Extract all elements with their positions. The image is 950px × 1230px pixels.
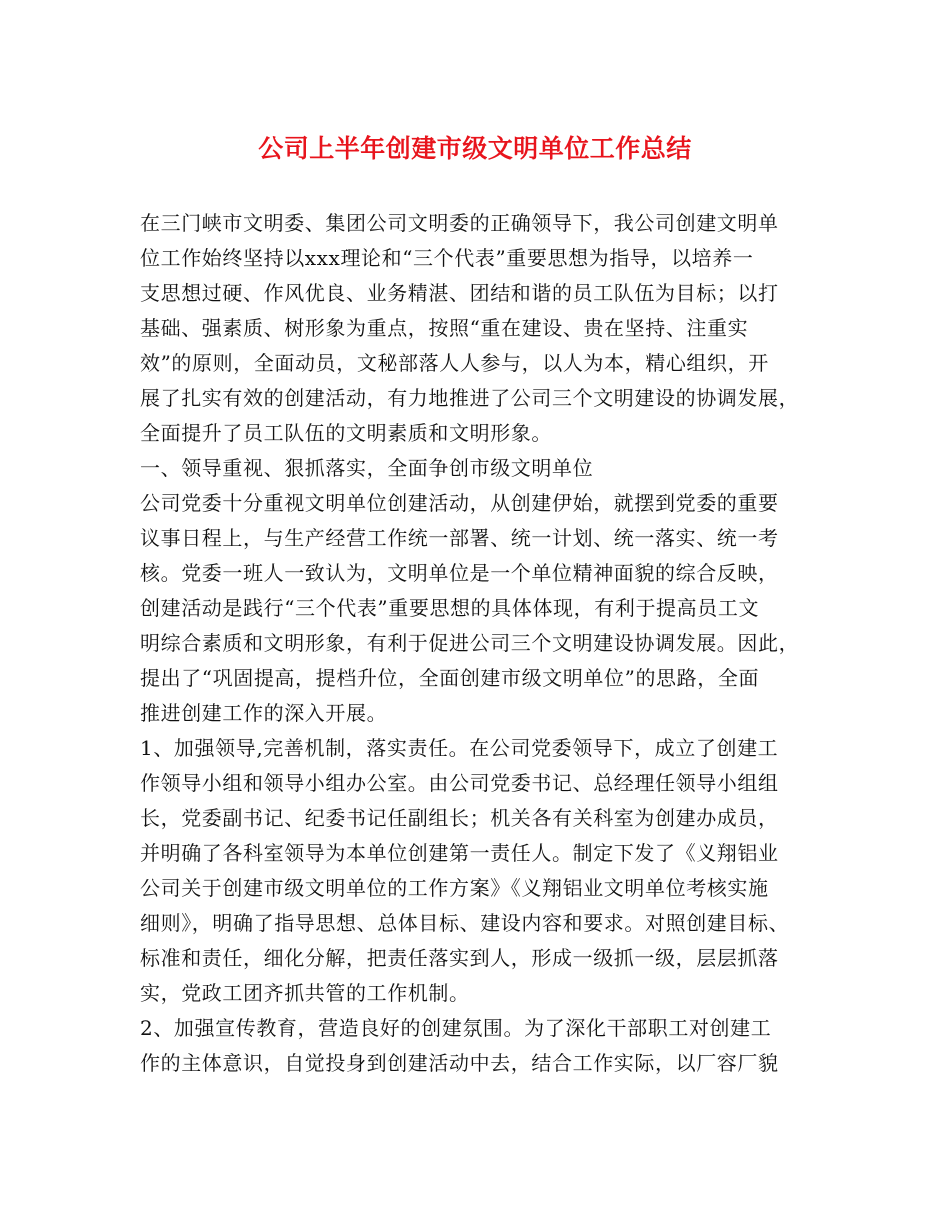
paragraph-line: 公司党委十分重视文明单位创建活动，从创建伊始，就摆到党委的重要	[140, 491, 779, 515]
document-title: 公司上半年创建市级文明单位工作总结	[258, 134, 692, 163]
document-body	[140, 206, 830, 1081]
paragraph-line: 长，党委副书记、纪委书记任副组长；机关各有关科室为创建办成员，	[140, 806, 779, 830]
paragraph-line: 提出了“巩固提高，提档升位，全面创建市级文明单位”的思路，全面	[140, 666, 760, 690]
paragraph-line: 1、加强领导,完善机制，落实责任。在公司党委领导下，成立了创建工	[140, 736, 779, 760]
section-heading: 一、领导重视、狠抓落实，全面争创市级文明单位	[140, 456, 594, 480]
paragraph-line: 明综合素质和文明形象，有利于促进公司三个文明建设协调发展。因此，	[140, 631, 800, 655]
paragraph-line: 议事日程上，与生产经营工作统一部署、统一计划、统一落实、统一考	[140, 526, 779, 550]
paragraph-line: 展了扎实有效的创建活动，有力地推进了公司三个文明建设的协调发展，	[140, 386, 800, 410]
paragraph-line: 支思想过硬、作风优良、业务精湛、团结和谐的员工队伍为目标；以打	[140, 281, 779, 305]
paragraph-line: 基础、强素质、树形象为重点，按照“重在建设、贵在坚持、注重实	[140, 316, 749, 340]
paragraph-line: 2、加强宣传教育，营造良好的创建氛围。为了深化干部职工对创建工	[140, 1016, 772, 1040]
paragraph-line: 推进创建工作的深入开展。	[140, 701, 388, 725]
paragraph-line: 创建活动是践行“三个代表”重要思想的具体体现，有利于提高员工文	[140, 596, 760, 620]
paragraph-line: 全面提升了员工队伍的文明素质和文明形象。	[140, 421, 552, 445]
paragraph-line: 位工作始终坚持以xxx理论和“三个代表”重要思想为指导，以培养一	[140, 246, 754, 270]
paragraph-line: 核。党委一班人一致认为，文明单位是一个单位精神面貌的综合反映，	[140, 561, 779, 585]
paragraph-line: 实，党政工团齐抓共管的工作机制。	[140, 981, 470, 1005]
paragraph-line: 细则》，明确了指导思想、总体目标、建设内容和要求。对照创建目标、	[140, 911, 790, 935]
paragraph-line: 公司关于创建市级文明单位的工作方案》《义翔铝业文明单位考核实施	[140, 876, 769, 900]
paragraph-line: 作领导小组和领导小组办公室。由公司党委书记、总经理任领导小组组	[140, 771, 779, 795]
paragraph-line: 作的主体意识，自觉投身到创建活动中去，结合工作实际，以厂容厂貌	[140, 1051, 779, 1075]
paragraph-line: 在三门峡市文明委、集团公司文明委的正确领导下，我公司创建文明单	[140, 211, 779, 235]
paragraph-line: 标准和责任，细化分解，把责任落实到人，形成一级抓一级，层层抓落	[140, 946, 779, 970]
paragraph-line: 并明确了各科室领导为本单位创建第一责任人。制定下发了《义翔铝业	[140, 841, 779, 865]
paragraph-line: 效”的原则，全面动员，文秘部落人人参与，以人为本，精心组织，开	[140, 351, 769, 375]
